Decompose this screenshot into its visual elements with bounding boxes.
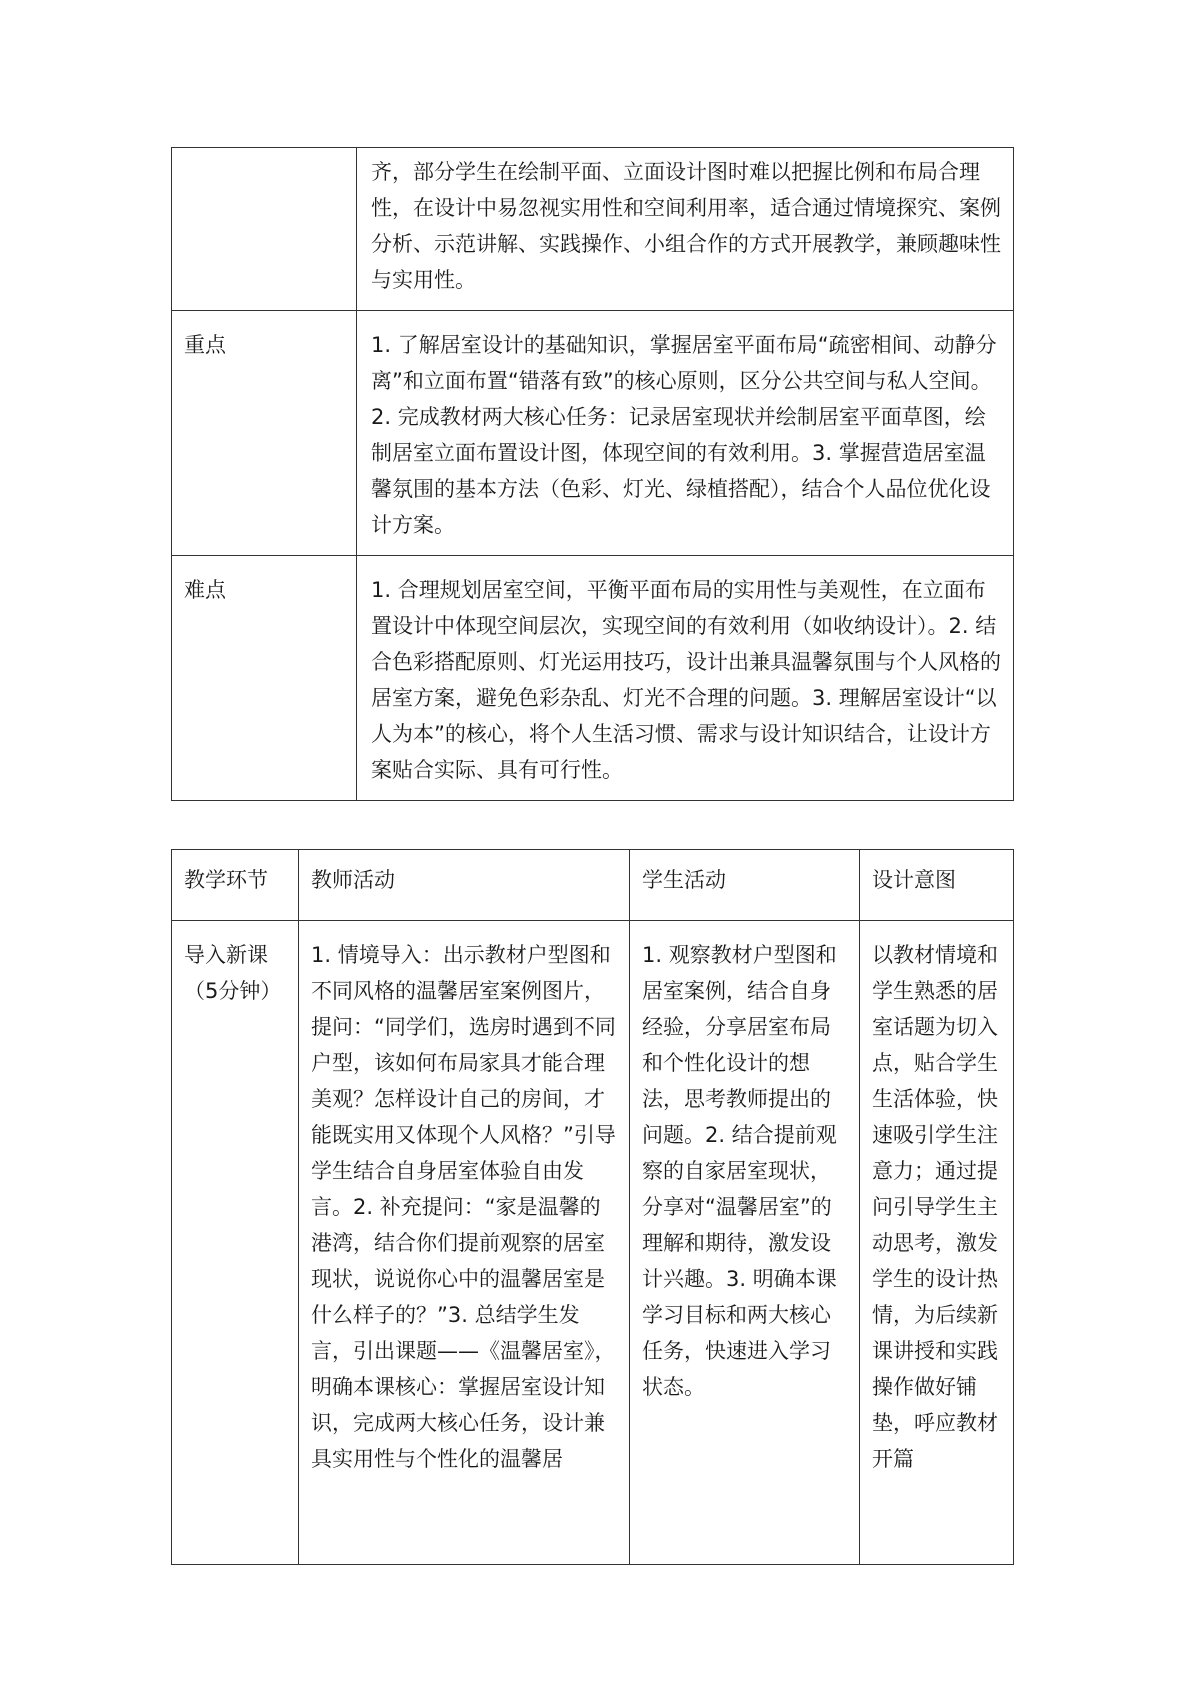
header-stage: 教学环节 — [172, 850, 299, 921]
key-points-label: 重点 — [172, 311, 357, 556]
table-header-row — [172, 850, 1014, 921]
teacher-activity-cell: 1. 情境导入：出示教材户型图和不同风格的温馨居室案例图片，提问：“同学们，选房时遇到不同户型，该如何布局家具才能合理美观？怎样设计自己的房间，才能既实用又体现个人风格？”引导学生结合自身居室体验自由发言。2. 补充提问：“家是温馨的港湾，结合你们提前观察的居室现状，说说你心中的温馨居室是什么样子的？”3. 总结学生发言，引出课题——《温馨居室》，明确本课核心：掌握居室设计知识，完成两大核心任务，设计兼具实用性与个性化的温馨居 — [299, 921, 630, 1565]
table-row — [172, 921, 1014, 1565]
lesson-plan-analysis-table — [171, 147, 1014, 801]
design-intent-cell: 以教材情境和学生熟悉的居室话题为切入点，贴合学生生活体验，快速吸引学生注意力；通过提问引导学生主动思考，激发学生的设计热情，为后续新课讲授和实践操作做好铺垫，呼应教材开篇 — [860, 921, 1014, 1565]
table-row — [172, 148, 1014, 311]
header-student-activity: 学生活动 — [630, 850, 860, 921]
teaching-process-table — [171, 849, 1014, 1565]
row-label — [172, 148, 357, 311]
table-row — [172, 556, 1014, 801]
learner-analysis-text: 齐，部分学生在绘制平面、立面设计图时难以把握比例和布局合理性，在设计中易忽视实用性和空间利用率，适合通过情境探究、案例分析、示范讲解、实践操作、小组合作的方式开展教学，兼顾趣味性与实用性。 — [357, 148, 1014, 311]
header-teacher-activity: 教师活动 — [299, 850, 630, 921]
difficult-points-label: 难点 — [172, 556, 357, 801]
key-points-text: 1. 了解居室设计的基础知识，掌握居室平面布局“疏密相间、动静分离”和立面布置“错落有致”的核心原则，区分公共空间与私人空间。2. 完成教材两大核心任务：记录居室现状并绘制居室平面草图，绘制居室立面布置设计图，体现空间的有效利用。3. 掌握营造居室温馨氛围的基本方法（色彩、灯光、绿植搭配），结合个人品位优化设计方案。 — [357, 311, 1014, 556]
table-row — [172, 311, 1014, 556]
stage-cell: 导入新课（5分钟） — [172, 921, 299, 1565]
difficult-points-text: 1. 合理规划居室空间，平衡平面布局的实用性与美观性，在立面布置设计中体现空间层次，实现空间的有效利用（如收纳设计）。2. 结合色彩搭配原则、灯光运用技巧，设计出兼具温馨氛围与个人风格的居室方案，避免色彩杂乱、灯光不合理的问题。3. 理解居室设计“以人为本”的核心，将个人生活习惯、需求与设计知识结合，让设计方案贴合实际、具有可行性。 — [357, 556, 1014, 801]
student-activity-cell: 1. 观察教材户型图和居室案例，结合自身经验，分享居室布局和个性化设计的想法，思考教师提出的问题。2. 结合提前观察的自家居室现状，分享对“温馨居室”的理解和期待，激发设计兴趣。3. 明确本课学习目标和两大核心任务，快速进入学习状态。 — [630, 921, 860, 1565]
header-design-intent: 设计意图 — [860, 850, 1014, 921]
